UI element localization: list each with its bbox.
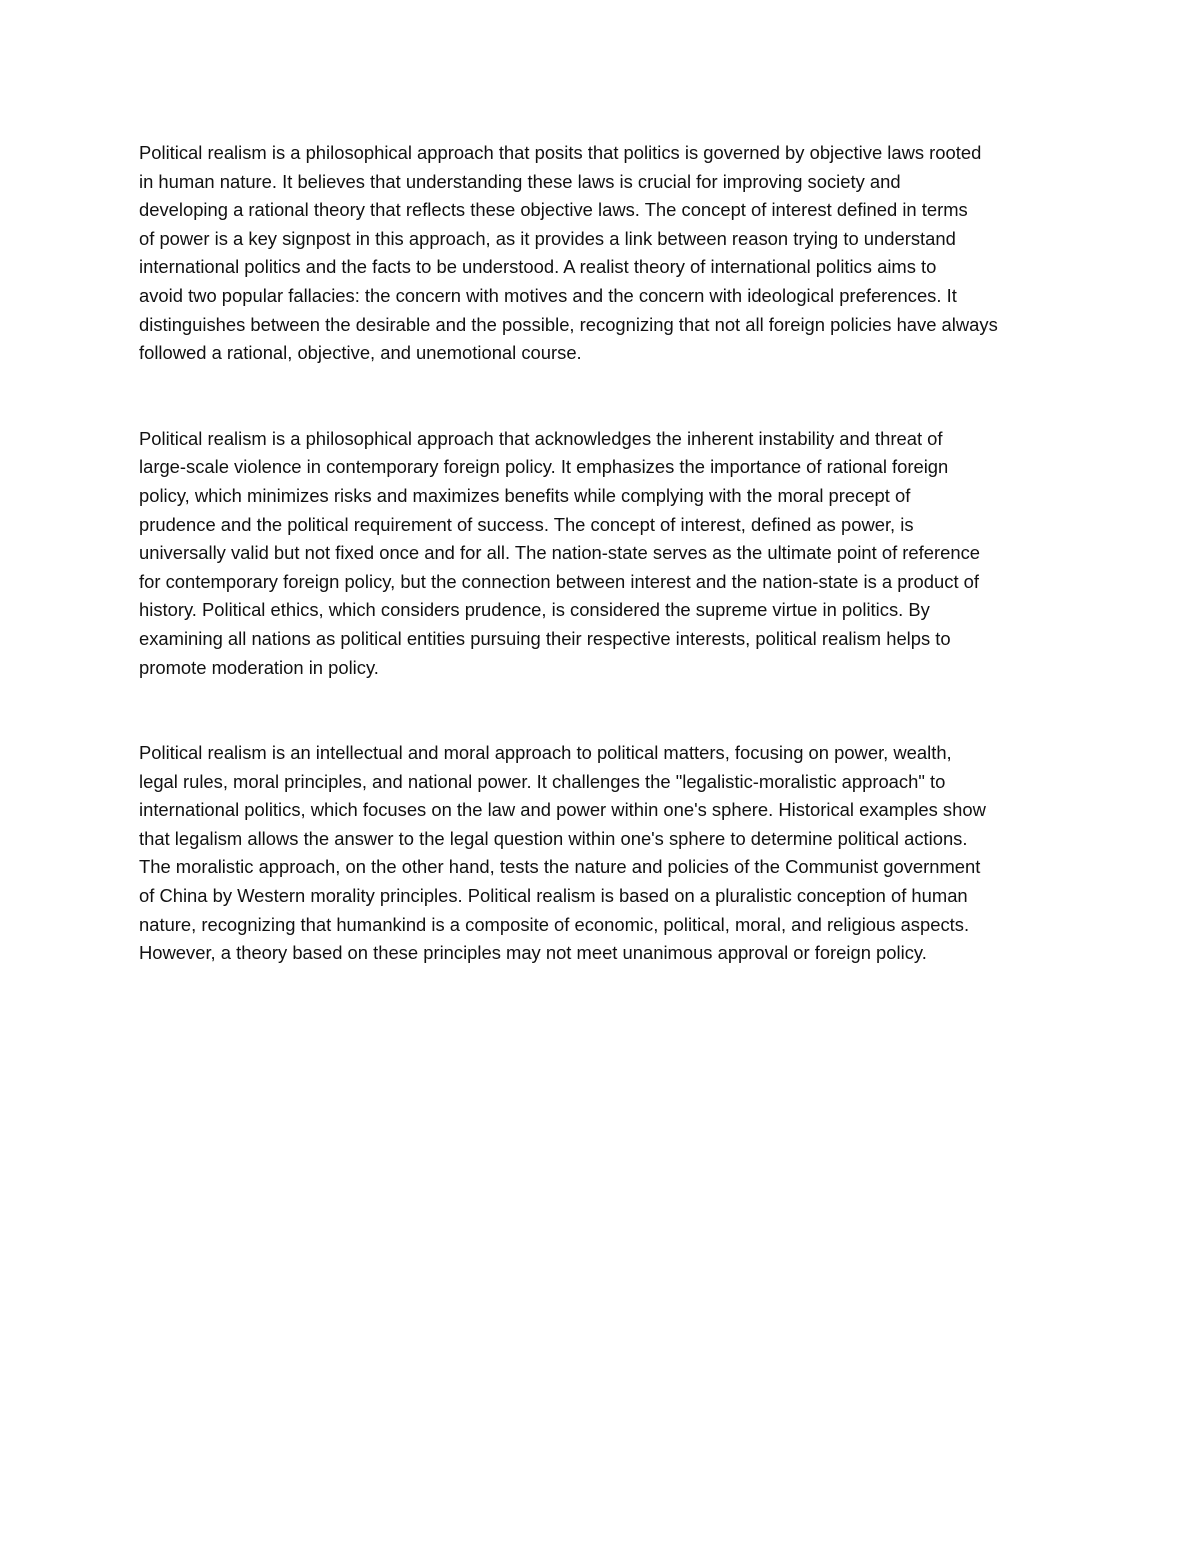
paragraph-line: large-scale violence in contemporary foreign policy. It emphasizes the importance of rational foreign (139, 456, 949, 478)
paragraph-line: nature, recognizing that humankind is a composite of economic, political, moral, and religious aspects. (139, 913, 970, 935)
paragraph-line: for contemporary foreign policy, but the connection between interest and the nation-state is a product of (139, 570, 979, 592)
paragraph-line: However, a theory based on these principles may not meet unanimous approval or foreign policy. (139, 942, 927, 964)
document-body (139, 139, 1061, 968)
paragraph-line: international politics and the facts to be understood. A realist theory of international politics aims to (139, 256, 937, 278)
paragraph-3 (139, 739, 1061, 968)
paragraph-line: of power is a key signpost in this approach, as it provides a link between reason trying to understand (139, 227, 956, 249)
paragraph-line: distinguishes between the desirable and the possible, recognizing that not all foreign policies have always (139, 313, 998, 335)
paragraph-line: prudence and the political requirement of success. The concept of interest, defined as power, is (139, 513, 914, 535)
paragraph-line: history. Political ethics, which considers prudence, is considered the supreme virtue in politics. By (139, 599, 930, 621)
paragraph-line: universally valid but not fixed once and for all. The nation-state serves as the ultimate point of reference (139, 542, 980, 564)
paragraph-line: policy, which minimizes risks and maximizes benefits while complying with the moral precept of (139, 484, 911, 506)
paragraph-line: examining all nations as political entities pursuing their respective interests, political realism helps to (139, 627, 951, 649)
paragraph-line: developing a rational theory that reflects these objective laws. The concept of interest defined in terms (139, 199, 968, 221)
paragraph-line: promote moderation in policy. (139, 656, 379, 678)
paragraph-line: that legalism allows the answer to the legal question within one's sphere to determine political actions. (139, 827, 968, 849)
paragraph-line: in human nature. It believes that understanding these laws is crucial for improving society and (139, 170, 901, 192)
paragraph-line: avoid two popular fallacies: the concern with motives and the concern with ideological preferences. It (139, 284, 957, 306)
paragraph-line: Political realism is a philosophical approach that posits that politics is governed by objective laws rooted (139, 142, 982, 163)
paragraph-2 (139, 425, 1061, 682)
paragraph-line: international politics, which focuses on the law and power within one's sphere. Historical examples show (139, 799, 986, 821)
paragraph-line: Political realism is an intellectual and moral approach to political matters, focusing on power, wealth, (139, 742, 952, 764)
paragraph-line: followed a rational, objective, and unemotional course. (139, 342, 582, 364)
paragraph-line: of China by Western morality principles. Political realism is based on a pluralistic conception of human (139, 885, 968, 907)
paragraph-line: The moralistic approach, on the other hand, tests the nature and policies of the Communist government (139, 856, 981, 878)
paragraph-1 (139, 139, 1061, 368)
paragraph-line: Political realism is a philosophical approach that acknowledges the inherent instability and threat of (139, 427, 943, 449)
paragraph-line: legal rules, moral principles, and national power. It challenges the "legalistic-moralistic approach" to (139, 770, 946, 792)
